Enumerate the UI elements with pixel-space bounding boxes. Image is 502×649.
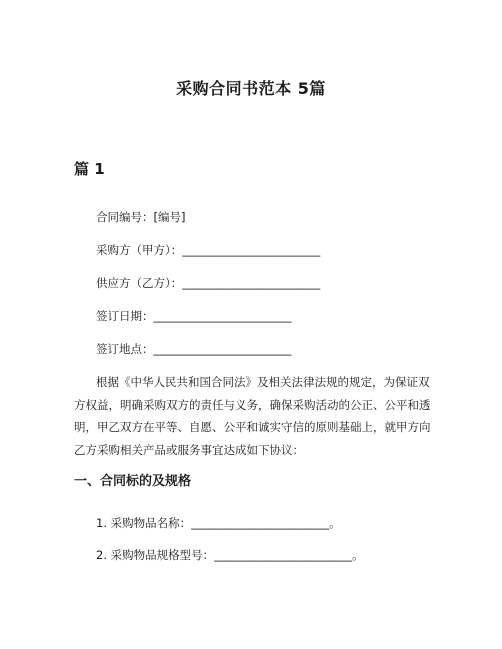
purchaser-field: 采购方（甲方）：________________________: [96, 243, 321, 257]
contract-number-field: 合同编号：[编号]: [96, 210, 186, 224]
subheading: 一、合同标的及规格: [74, 474, 192, 489]
signing-place-field: 签订地点：________________________: [96, 342, 292, 356]
list-item-product-name: 1. 采购物品名称：________________________。: [96, 516, 341, 530]
section-heading: 篇 1: [74, 160, 105, 178]
list-item-product-spec: 2. 采购物品规格型号：________________________。: [96, 548, 364, 562]
document-title: 采购合同书范本 5篇: [176, 79, 326, 98]
supplier-field: 供应方（乙方）：________________________: [96, 276, 321, 290]
preamble-paragraph: 根据《中华人民共和国合同法》及相关法律法规的规定，为保证双方权益，明确采购双方的责任与义务，确保采购活动的公正、公平和透明，甲乙双方在平等、自愿、公平和诚实守信的原则基础上，就甲方向乙方采购相关产品或服务事宜达成如下协议：: [74, 375, 431, 457]
signing-date-field: 签订日期：________________________: [96, 309, 292, 323]
